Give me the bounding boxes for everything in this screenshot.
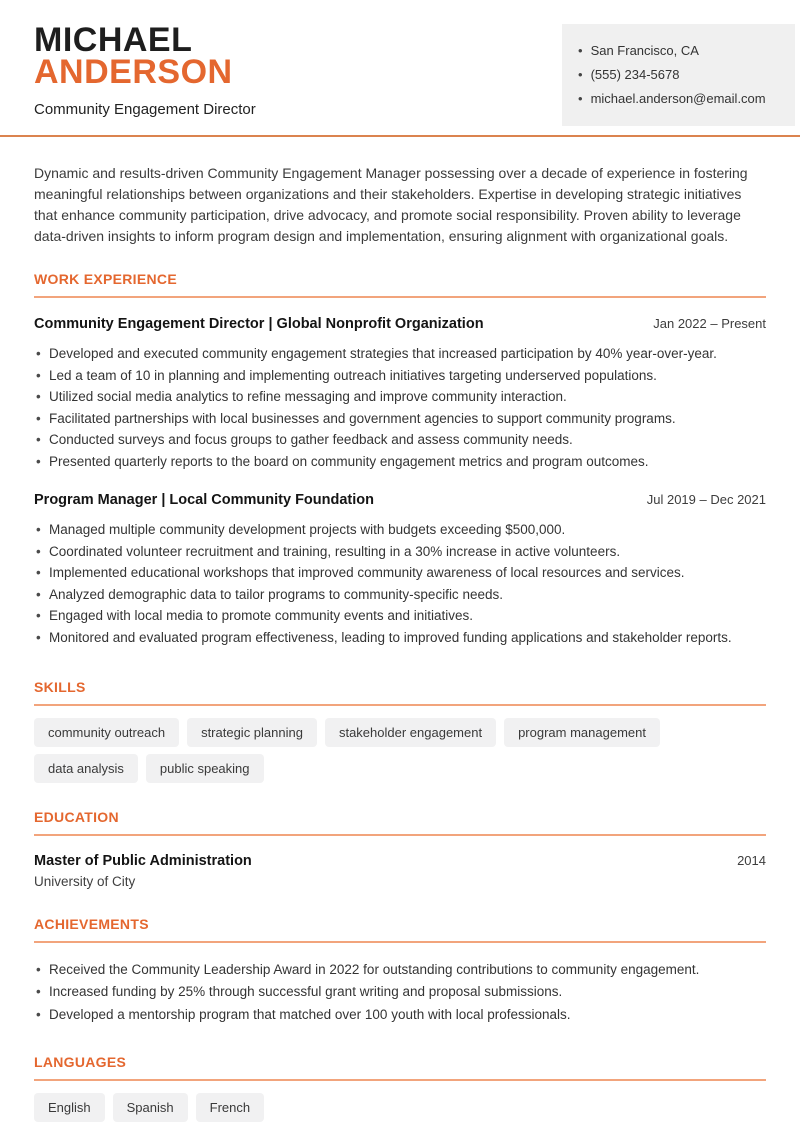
section-heading-languages: LANGUAGES: [34, 1054, 766, 1081]
job-entry: [34, 316, 766, 472]
experience-bullet: • Led a team of 10 in planning and implementing outreach initiatives targeting underserved populations.: [34, 365, 766, 387]
job-bullet-list: [34, 343, 766, 472]
job-dates: Jul 2019 – Dec 2021: [646, 492, 766, 507]
languages-tag-list: [34, 1093, 766, 1122]
skill-tag: data analysis: [34, 754, 138, 783]
degree-name: Master of Public Administration: [34, 853, 252, 869]
contact-card: [562, 24, 795, 126]
resume-header: [0, 0, 800, 135]
achievement-bullet: • Developed a mentorship program that matched over 100 youth with local professionals.: [34, 1004, 766, 1026]
achievement-bullet: • Increased funding by 25% through successful grant writing and proposal submissions.: [34, 981, 766, 1003]
header-divider: [0, 135, 800, 137]
section-heading-achievements: ACHIEVEMENTS: [34, 916, 766, 943]
experience-bullet: • Facilitated partnerships with local businesses and government agencies to support community programs.: [34, 408, 766, 430]
skill-tag: community outreach: [34, 718, 179, 747]
skill-tag: stakeholder engagement: [325, 718, 496, 747]
skill-tag: public speaking: [146, 754, 264, 783]
experience-bullet: • Monitored and evaluated program effectiveness, leading to improved funding applications and stakeholder reports.: [34, 627, 766, 649]
skill-tag: program management: [504, 718, 660, 747]
experience-bullet: • Engaged with local media to promote community events and initiatives.: [34, 605, 766, 627]
experience-bullet: • Managed multiple community development projects with budgets exceeding $500,000.: [34, 519, 766, 541]
education-entry: [34, 853, 766, 869]
section-heading-education: EDUCATION: [34, 809, 766, 836]
job-entry: [34, 492, 766, 648]
language-tag: English: [34, 1093, 105, 1122]
contact-phone: • (555) 234-5678: [578, 66, 779, 85]
job-bullet-list: [34, 519, 766, 648]
first-name: MICHAEL: [34, 21, 193, 59]
experience-bullet: • Coordinated volunteer recruitment and training, resulting in a 30% increase in active volunteers.: [34, 541, 766, 563]
experience-bullet: • Utilized social media analytics to refine messaging and improve community interaction.: [34, 386, 766, 408]
candidate-job-title: Community Engagement Director: [34, 101, 256, 118]
skills-tag-list: [34, 718, 766, 783]
section-heading-skills: SKILLS: [34, 679, 766, 706]
last-name: ANDERSON: [34, 53, 233, 91]
graduation-year: 2014: [737, 853, 766, 868]
experience-bullet: • Conducted surveys and focus groups to gather feedback and assess community needs.: [34, 429, 766, 451]
professional-summary: Dynamic and results-driven Community Engagement Manager possessing over a decade of experience in fostering meaningful relationships between organizations and their stakeholders. Expertise in developing strategic initiatives that enhance community participation, drive advocacy, and promote social responsibility. Proven ability to leverage data-driven insights to inform program design and implementation, ensuring alignment with organizational goals.: [34, 165, 748, 244]
experience-bullet: • Developed and executed community engagement strategies that increased participation by 40% year-over-year.: [34, 343, 766, 365]
experience-bullet: • Presented quarterly reports to the board on community engagement metrics and program outcomes.: [34, 451, 766, 473]
job-header: [34, 492, 766, 508]
job-title: Community Engagement Director | Global Nonprofit Organization: [34, 316, 484, 332]
experience-bullet: • Implemented educational workshops that improved community awareness of local resources and services.: [34, 562, 766, 584]
language-tag: French: [196, 1093, 264, 1122]
contact-location: • San Francisco, CA: [578, 42, 779, 61]
job-header: [34, 316, 766, 332]
language-tag: Spanish: [113, 1093, 188, 1122]
experience-bullet: • Analyzed demographic data to tailor programs to community-specific needs.: [34, 584, 766, 606]
job-dates: Jan 2022 – Present: [653, 316, 766, 331]
resume-body: [0, 135, 800, 1122]
section-heading-work-experience: WORK EXPERIENCE: [34, 271, 766, 298]
job-title: Program Manager | Local Community Foundation: [34, 492, 374, 508]
achievements-list: [34, 959, 766, 1026]
contact-email: • michael.anderson@email.com: [578, 90, 779, 109]
achievement-bullet: • Received the Community Leadership Award in 2022 for outstanding contributions to community engagement.: [34, 959, 766, 981]
skill-tag: strategic planning: [187, 718, 317, 747]
school-name: University of City: [34, 874, 136, 889]
